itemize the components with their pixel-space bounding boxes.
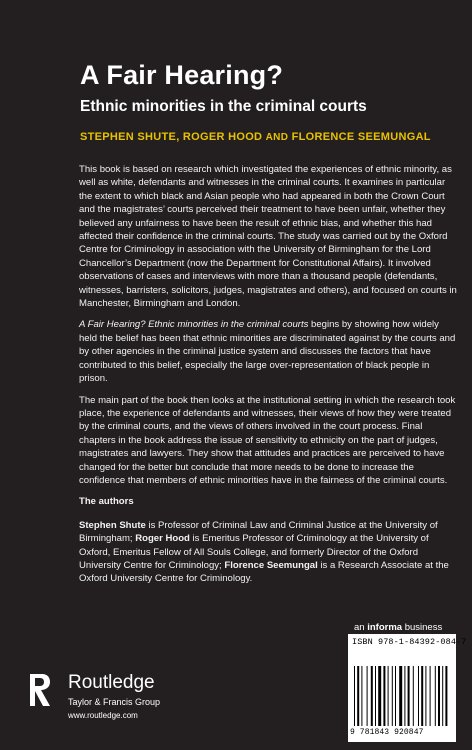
publisher-group: Taylor & Francis Group: [68, 697, 161, 707]
authors-names-2: FLORENCE SEEMUNGAL: [291, 131, 431, 143]
book-title-italic: A Fair Hearing? Ethnic minorities in the criminal courts: [79, 319, 309, 331]
publisher-url: www.routledge.com: [68, 711, 138, 720]
authors-bio: [79, 519, 457, 586]
authors-names-1: STEPHEN SHUTE, ROGER HOOD: [80, 131, 263, 143]
publisher-name: Routledge: [68, 672, 155, 693]
authors-heading: The authors: [79, 496, 134, 508]
blurb: [79, 163, 457, 594]
barcode-icon: [354, 666, 450, 726]
barcode-digits: 9 781843 920847: [350, 728, 424, 737]
author-name-1: Stephen Shute: [79, 519, 146, 531]
blurb-paragraph-2: [79, 318, 457, 385]
isbn-label: ISBN 978-1-84392-084-7: [352, 637, 467, 647]
blurb-paragraph-1: This book is based on research which investigated the experiences of ethnic minority, as well as white, defendants and witnesses in the criminal courts. It examines in particular the extent to which black and Asian people who had appeared in both the Crown Court and the magistrates’ courts perceived their treatment to have been unfair, whether they believed any unfairness to have been the result of ethnic bias, and whether this had affected their confidence in the criminal courts. The study was carried out by the Oxford Centre for Criminology in association with the University of Birmingham for the Lord Chancellor’s Department (now the Department for Constitutional Affairs). It involved observations of cases and interviews with more than a thousand people (defendants, witnesses, barristers, solicitors, judges, magistrates and others), and focused on courts in Manchester, Birmingham and London.: [79, 164, 457, 310]
author-name-2: Roger Hood: [135, 533, 190, 545]
blurb-paragraph-3: The main part of the book then looks at the institutional setting in which the research took place, the experience of defendants and witnesses, their views of how they were treated by the criminal courts, and the views of others involved in the court process. Final chapters in the book address the issue of sensitivity to ethnicity on the part of judges, magistrates and lawyers. They show that attitudes and practices are perceived to have changed for the better but conclude that more needs to be done to increase the confidence that members of ethnic minorities have in the fairness of the criminal courts.: [79, 394, 456, 486]
barcode-panel: [348, 634, 467, 742]
authors-line: [80, 131, 431, 143]
informa-brand: informa: [367, 622, 403, 633]
page-title: A Fair Hearing?: [80, 60, 284, 90]
blurb-paragraph-2-text: begins by showing how widely held the belief has been that ethnic minorities are discriminated against by the courts and by other agencies in the criminal justice system and discusses the factors that have contributed to this belief, especially the large over-representation of black people in prison.: [79, 319, 456, 385]
author-bio-3: is a Research Associate at the Oxford University Centre for Criminology.: [79, 559, 449, 585]
publisher-block: [28, 672, 218, 732]
author-bio-1: is Professor of Criminal Law and Criminal Justice at the University of Birmingham;: [79, 519, 438, 545]
informa-suffix: business: [402, 622, 443, 633]
informa-prefix: an: [354, 622, 368, 633]
author-bio-2: is Emeritus Professor of Criminology at the University of Oxford, Emeritus Fellow of All Souls College, and formerly Director of the Oxford University Centre for Criminology;: [79, 533, 429, 571]
author-name-3: Florence Seemungal: [224, 559, 318, 571]
routledge-logo-icon: [28, 672, 52, 708]
page-subtitle: Ethnic minorities in the criminal courts: [80, 98, 367, 115]
authors-and: AND: [265, 132, 289, 143]
informa-tagline: [354, 622, 442, 633]
